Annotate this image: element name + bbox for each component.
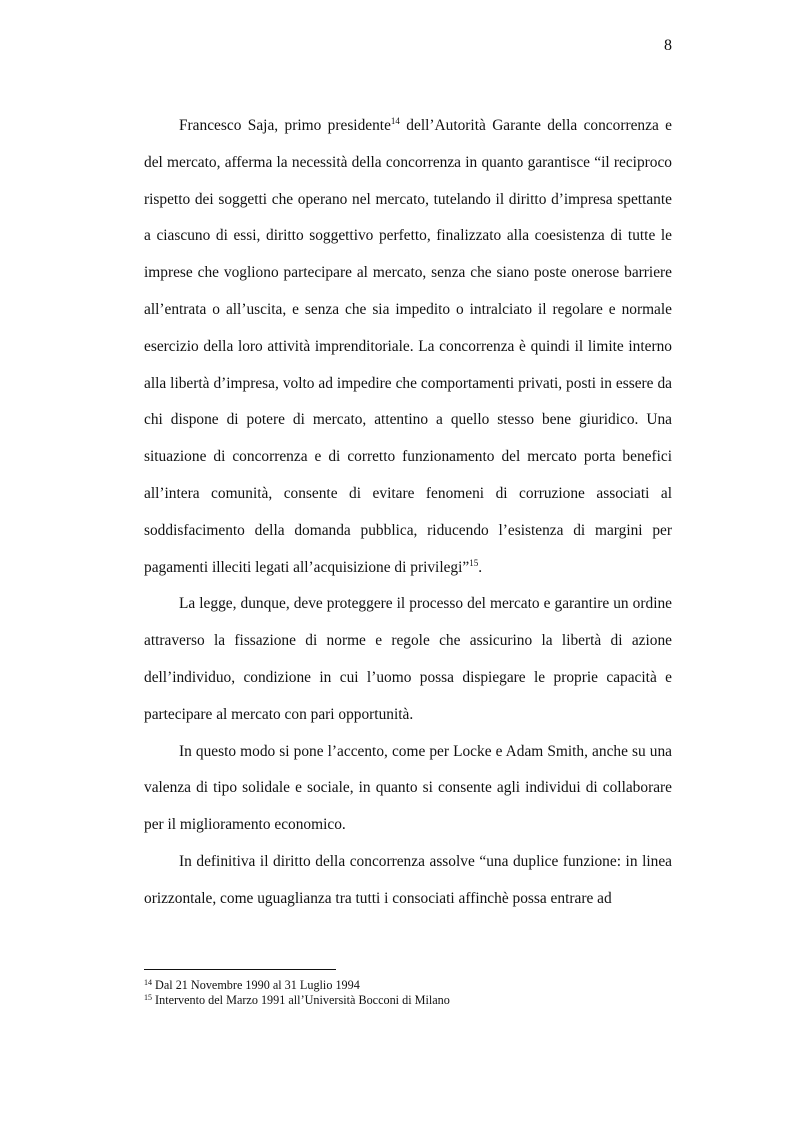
paragraph-text: La legge, dunque, deve proteggere il processo del mercato e garantire un ordine attraverso la fissazione di norme e regole che assicurino la libertà di azione dell’individuo, condizione in cui l’uomo possa dispiegare le proprie capacità e partecipare al mercato con pari opportunità. <box>144 595 672 723</box>
footnote-number: 14 <box>144 978 152 987</box>
paragraph-text: In questo modo si pone l’accento, come per Locke e Adam Smith, anche su una valenza di tipo solidale e sociale, in quanto si consente agli individui di collaborare per il miglioramento economico. <box>144 742 672 834</box>
paragraph-text: Francesco Saja, primo presidente <box>179 117 391 134</box>
footnote-ref-15[interactable]: 15 <box>469 557 479 568</box>
body-text <box>144 108 672 918</box>
footnote-number: 15 <box>144 992 152 1002</box>
footnote-text: Intervento del Marzo 1991 all’Università Bocconi di Milano <box>152 992 450 1007</box>
paragraph-3 <box>144 734 672 844</box>
paragraph-text: dell’Autorità Garante della concorrenza e del mercato, afferma la necessità della concorrenza in quanto garantisce “il reciproco rispetto dei soggetti che operano nel mercato, tutelando il diritto d’impresa spettante a ciascuno di essi, diritto soggettivo perfetto, finalizzato alla coesistenza di tutte le imprese che vogliono partecipare al mercato, senza che siano poste onerose barriere all’entrata o all’uscita, e senza che sia impedito o intralciato il regolare e normale esercizio della loro attività imprenditoriale. La concorrenza è quindi il limite interno alla libertà d’impresa, volto ad impedire che comportamenti privati, posti in essere da chi dispone di potere di mercato, attentino a quello stesso bene giuridico. Una situazione di concorrenza e di corretto funzionamento del mercato porta benefici all’intera comunità, consente di evitare fenomeni di corruzione associati al soddisfacimento della domanda pubblica, riducendo l’esistenza di margini per pagamenti illeciti legati all’acquisizione di privilegi” <box>144 117 672 576</box>
paragraph-text: . <box>478 558 483 576</box>
footnote-text: Dal 21 Novembre 1990 al 31 Luglio 1994 <box>152 978 360 992</box>
footnotes <box>144 978 672 1007</box>
paragraph-text: In definitiva il diritto della concorrenza assolve “una duplice funzione: in linea orizzontale, come uguaglianza tra tutti i consociati affinchè possa entrare ad <box>144 852 672 907</box>
footnote-ref-14[interactable]: 14 <box>390 116 400 126</box>
footnote-15 <box>144 993 672 1008</box>
paragraph-2 <box>144 586 672 733</box>
footnote-separator <box>144 969 336 970</box>
footnote-14 <box>144 978 672 993</box>
paragraph-1 <box>144 108 672 586</box>
paragraph-4 <box>144 844 672 918</box>
page-number: 8 <box>664 37 672 54</box>
